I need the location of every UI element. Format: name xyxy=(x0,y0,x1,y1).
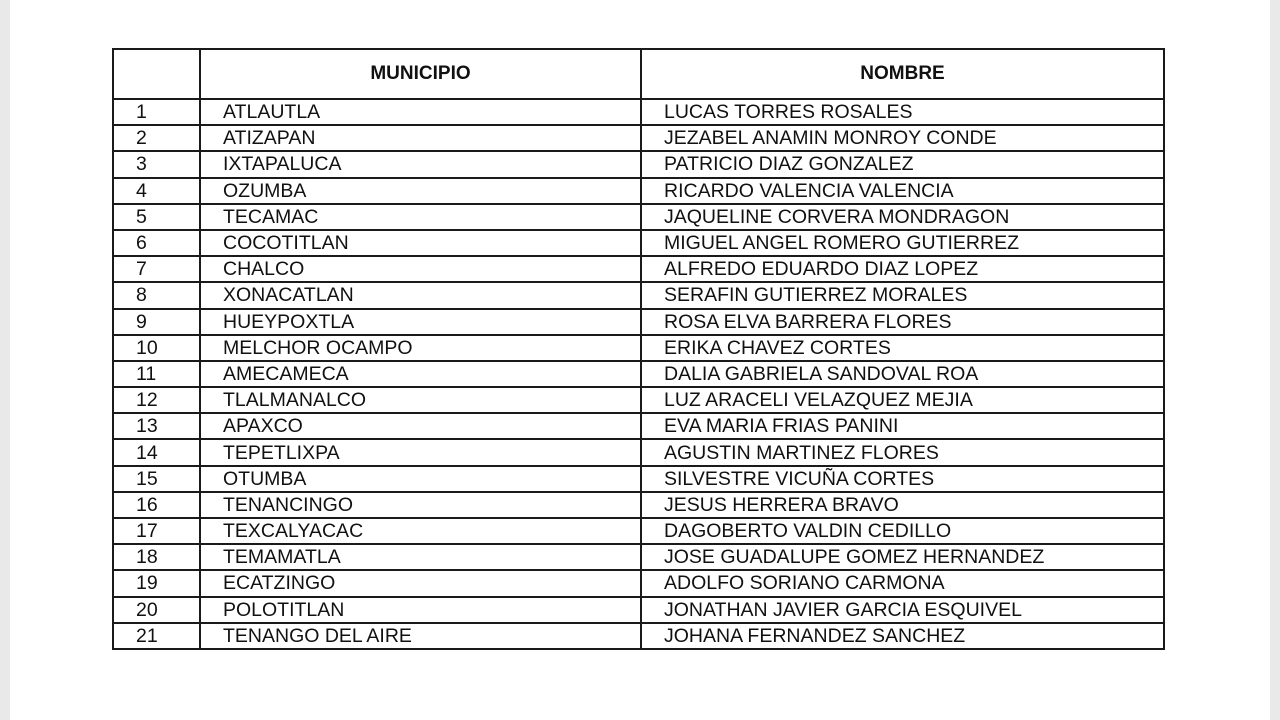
municipio-cell: OZUMBA xyxy=(200,178,641,204)
row-number-cell: 18 xyxy=(113,544,200,570)
nombre-cell: MIGUEL ANGEL ROMERO GUTIERREZ xyxy=(641,230,1164,256)
row-number-cell: 8 xyxy=(113,282,200,308)
nombre-cell: AGUSTIN MARTINEZ FLORES xyxy=(641,439,1164,465)
municipio-cell: TEPETLIXPA xyxy=(200,439,641,465)
number-column-header xyxy=(113,49,200,99)
municipio-cell: ATLAUTLA xyxy=(200,99,641,125)
nombre-cell: JOHANA FERNANDEZ SANCHEZ xyxy=(641,623,1164,649)
nombre-cell: ROSA ELVA BARRERA FLORES xyxy=(641,309,1164,335)
municipio-cell: TEMAMATLA xyxy=(200,544,641,570)
nombre-cell: SERAFIN GUTIERREZ MORALES xyxy=(641,282,1164,308)
table-row xyxy=(113,309,1164,335)
nombre-cell: SILVESTRE VICUÑA CORTES xyxy=(641,466,1164,492)
row-number-cell: 16 xyxy=(113,492,200,518)
table-row xyxy=(113,413,1164,439)
municipio-cell: TEXCALYACAC xyxy=(200,518,641,544)
row-number-cell: 4 xyxy=(113,178,200,204)
table-row xyxy=(113,256,1164,282)
municipio-cell: COCOTITLAN xyxy=(200,230,641,256)
table-row xyxy=(113,151,1164,177)
row-number-cell: 3 xyxy=(113,151,200,177)
row-number-cell: 12 xyxy=(113,387,200,413)
nombre-cell: DAGOBERTO VALDIN CEDILLO xyxy=(641,518,1164,544)
row-number-cell: 9 xyxy=(113,309,200,335)
nombre-cell: LUCAS TORRES ROSALES xyxy=(641,99,1164,125)
table-row xyxy=(113,230,1164,256)
municipio-nombre-table xyxy=(112,48,1165,650)
row-number-cell: 11 xyxy=(113,361,200,387)
table-row xyxy=(113,282,1164,308)
municipio-cell: TLALMANALCO xyxy=(200,387,641,413)
row-number-cell: 1 xyxy=(113,99,200,125)
nombre-cell: ADOLFO SORIANO CARMONA xyxy=(641,570,1164,596)
row-number-cell: 17 xyxy=(113,518,200,544)
table-body xyxy=(113,99,1164,649)
municipio-cell: APAXCO xyxy=(200,413,641,439)
row-number-cell: 2 xyxy=(113,125,200,151)
row-number-cell: 21 xyxy=(113,623,200,649)
row-number-cell: 14 xyxy=(113,439,200,465)
nombre-cell: JESUS HERRERA BRAVO xyxy=(641,492,1164,518)
row-number-cell: 6 xyxy=(113,230,200,256)
nombre-cell: ERIKA CHAVEZ CORTES xyxy=(641,335,1164,361)
row-number-cell: 7 xyxy=(113,256,200,282)
nombre-column-header: NOMBRE xyxy=(641,49,1164,99)
municipio-cell: POLOTITLAN xyxy=(200,597,641,623)
municipio-cell: IXTAPALUCA xyxy=(200,151,641,177)
municipio-cell: HUEYPOXTLA xyxy=(200,309,641,335)
table-row xyxy=(113,623,1164,649)
header-row xyxy=(113,49,1164,99)
nombre-cell: DALIA GABRIELA SANDOVAL ROA xyxy=(641,361,1164,387)
nombre-cell: ALFREDO EDUARDO DIAZ LOPEZ xyxy=(641,256,1164,282)
nombre-cell: JAQUELINE CORVERA MONDRAGON xyxy=(641,204,1164,230)
table-row xyxy=(113,439,1164,465)
municipio-cell: AMECAMECA xyxy=(200,361,641,387)
document-page xyxy=(10,0,1270,720)
municipio-cell: CHALCO xyxy=(200,256,641,282)
table-row xyxy=(113,544,1164,570)
municipio-cell: TECAMAC xyxy=(200,204,641,230)
table-row xyxy=(113,466,1164,492)
municipio-column-header: MUNICIPIO xyxy=(200,49,641,99)
nombre-cell: PATRICIO DIAZ GONZALEZ xyxy=(641,151,1164,177)
table-row xyxy=(113,361,1164,387)
table-row xyxy=(113,597,1164,623)
row-number-cell: 20 xyxy=(113,597,200,623)
table-row xyxy=(113,570,1164,596)
municipio-cell: ATIZAPAN xyxy=(200,125,641,151)
row-number-cell: 19 xyxy=(113,570,200,596)
table-row xyxy=(113,518,1164,544)
municipio-cell: TENANCINGO xyxy=(200,492,641,518)
nombre-cell: LUZ ARACELI VELAZQUEZ MEJIA xyxy=(641,387,1164,413)
row-number-cell: 5 xyxy=(113,204,200,230)
row-number-cell: 15 xyxy=(113,466,200,492)
table-row xyxy=(113,335,1164,361)
table-row xyxy=(113,204,1164,230)
municipio-cell: OTUMBA xyxy=(200,466,641,492)
nombre-cell: JOSE GUADALUPE GOMEZ HERNANDEZ xyxy=(641,544,1164,570)
nombre-cell: JONATHAN JAVIER GARCIA ESQUIVEL xyxy=(641,597,1164,623)
table-row xyxy=(113,387,1164,413)
municipio-cell: TENANGO DEL AIRE xyxy=(200,623,641,649)
row-number-cell: 10 xyxy=(113,335,200,361)
nombre-cell: RICARDO VALENCIA VALENCIA xyxy=(641,178,1164,204)
table-row xyxy=(113,99,1164,125)
municipio-cell: MELCHOR OCAMPO xyxy=(200,335,641,361)
municipio-cell: XONACATLAN xyxy=(200,282,641,308)
table-row xyxy=(113,178,1164,204)
table-row xyxy=(113,125,1164,151)
municipio-cell: ECATZINGO xyxy=(200,570,641,596)
table-row xyxy=(113,492,1164,518)
nombre-cell: EVA MARIA FRIAS PANINI xyxy=(641,413,1164,439)
row-number-cell: 13 xyxy=(113,413,200,439)
nombre-cell: JEZABEL ANAMIN MONROY CONDE xyxy=(641,125,1164,151)
